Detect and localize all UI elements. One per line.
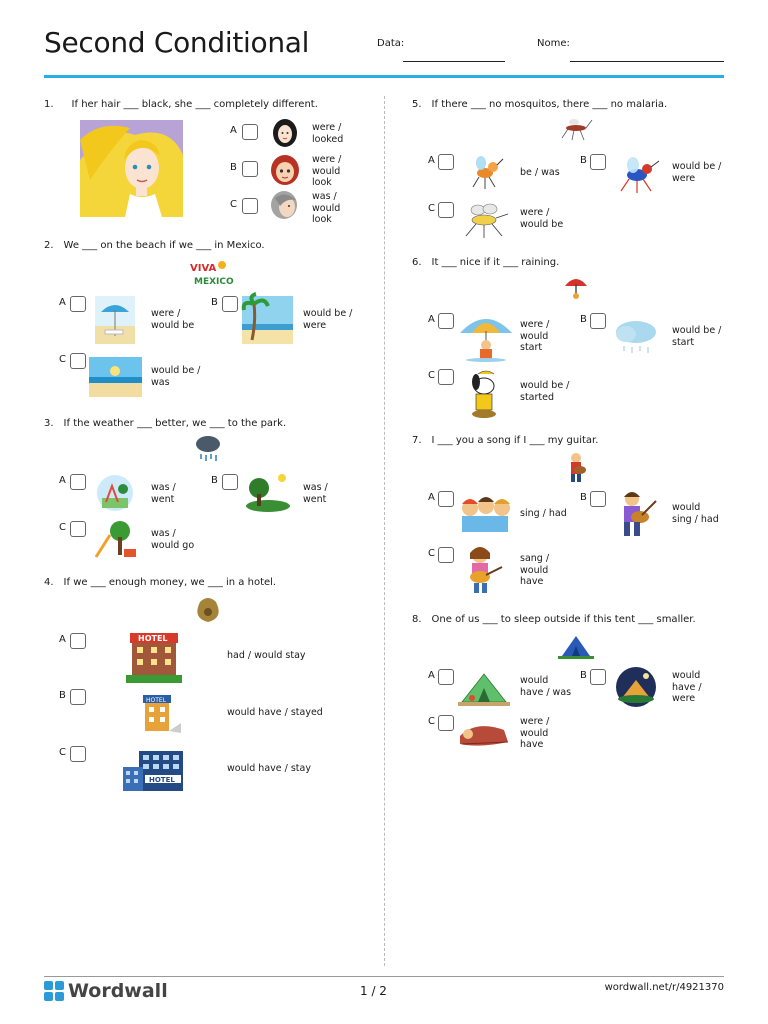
svg-text:HOTEL: HOTEL — [138, 634, 168, 643]
option-letter: C — [428, 370, 435, 381]
option-answer-2a: were / would be — [151, 308, 195, 331]
option-answer-2b: would be / were — [303, 308, 353, 331]
beach-umbrella-image — [95, 296, 135, 344]
slide-park-icon — [92, 519, 140, 561]
option-checkbox-7a[interactable] — [438, 491, 454, 507]
question-number: 4. — [44, 577, 54, 588]
question-4 — [44, 577, 276, 588]
option-answer-8c: were / would have — [520, 716, 550, 750]
question-number: 1. — [44, 99, 54, 110]
park-tree-icon — [244, 472, 292, 514]
sunset-beach-image — [89, 357, 142, 397]
option-checkbox-6b[interactable] — [590, 313, 606, 329]
dark-hair-girl-icon — [272, 118, 298, 148]
wordwall-logo-icon — [44, 981, 64, 1001]
option-answer-2c: would be / was — [151, 365, 201, 388]
small-hotel-icon — [135, 693, 181, 735]
option-checkbox-3c[interactable] — [70, 521, 86, 537]
option-checkbox-7b[interactable] — [590, 491, 606, 507]
mosquito-icon — [558, 114, 594, 142]
blue-tent-icon — [558, 630, 594, 660]
date-label: Data: — [377, 38, 405, 49]
svg-text:MEXICO: MEXICO — [194, 277, 234, 287]
option-letter: C — [428, 548, 435, 559]
option-checkbox-1c[interactable] — [242, 198, 258, 214]
question-text: I ___ you a song if I ___ my guitar. — [431, 435, 599, 446]
boy-guitar-icon — [612, 489, 660, 541]
option-checkbox-6a[interactable] — [438, 313, 454, 329]
night-camp-icon — [614, 666, 658, 708]
sketch-mosquito-icon — [458, 200, 510, 238]
question-5 — [412, 99, 667, 110]
svg-text:HOTEL: HOTEL — [149, 776, 175, 784]
question-6 — [412, 257, 559, 268]
option-answer-4a: had / would stay — [227, 650, 306, 661]
option-checkbox-2b[interactable] — [222, 296, 238, 312]
option-letter: C — [428, 716, 435, 727]
option-answer-4b: would have / stayed — [227, 707, 323, 718]
option-letter: B — [59, 690, 66, 701]
blue-hotel-icon — [123, 749, 185, 793]
option-letter: A — [428, 670, 435, 681]
question-text: If the weather ___ better, we ___ to the park. — [63, 418, 287, 429]
option-letter: C — [428, 203, 435, 214]
option-checkbox-1a[interactable] — [242, 124, 258, 140]
question-3 — [44, 418, 286, 429]
question-text: We ___ on the beach if we ___ in Mexico. — [63, 240, 265, 251]
playground-icon — [96, 474, 134, 512]
option-checkbox-5c[interactable] — [438, 202, 454, 218]
option-answer-7c: sang / would have — [520, 553, 550, 587]
option-answer-6c: would be / started — [520, 380, 570, 403]
page-number: 1 / 2 — [360, 984, 387, 998]
hotel-building-icon — [126, 631, 182, 683]
green-tent-icon — [458, 668, 510, 708]
source-url[interactable]: wordwall.net/r/4921370 — [604, 982, 724, 993]
option-letter: A — [230, 125, 237, 136]
option-letter: A — [59, 475, 66, 486]
header-rule — [44, 75, 724, 78]
guitarist-icon — [560, 450, 594, 482]
option-answer-4c: would have / stay — [227, 763, 311, 774]
option-letter: C — [59, 354, 66, 365]
option-answer-1b: were / would look — [312, 154, 342, 188]
option-answer-5a: be / was — [520, 167, 560, 178]
option-answer-1c: was / would look — [312, 191, 341, 225]
option-checkbox-4a[interactable] — [70, 633, 86, 649]
option-checkbox-3a[interactable] — [70, 474, 86, 490]
option-answer-3a: was / went — [151, 482, 176, 505]
option-letter: C — [59, 522, 66, 533]
name-label: Nome: — [537, 38, 570, 49]
option-letter: A — [428, 155, 435, 166]
snoopy-umbrella-icon — [458, 368, 510, 420]
option-letter: B — [211, 475, 218, 486]
footer-rule — [44, 976, 724, 977]
option-answer-3c: was / would go — [151, 528, 195, 551]
question-text: If her hair ___ black, she ___ completely different. — [71, 99, 318, 110]
option-answer-3b: was / went — [303, 482, 328, 505]
money-bag-icon — [190, 594, 226, 624]
option-checkbox-4b[interactable] — [70, 689, 86, 705]
option-answer-7a: sing / had — [520, 508, 567, 519]
option-checkbox-8c[interactable] — [438, 715, 454, 731]
date-field-line[interactable] — [403, 61, 505, 62]
sleeping-bag-icon — [456, 716, 512, 750]
option-answer-6b: would be / start — [672, 325, 722, 348]
question-text: If there ___ no mosquitos, there ___ no malaria. — [431, 99, 668, 110]
option-checkbox-5b[interactable] — [590, 154, 606, 170]
column-divider — [384, 96, 385, 966]
question-1 — [44, 99, 318, 110]
question-number: 3. — [44, 418, 54, 429]
question-text: It ___ nice if it ___ raining. — [431, 257, 560, 268]
svg-text:HOTEL: HOTEL — [146, 697, 167, 704]
question-8 — [412, 614, 696, 625]
question-number: 2. — [44, 240, 54, 251]
option-checkbox-5a[interactable] — [438, 154, 454, 170]
option-letter: B — [230, 162, 237, 173]
rain-cloud-icon — [194, 434, 222, 464]
cartoon-mosquito-icon — [465, 153, 503, 191]
question-number: 6. — [412, 257, 422, 268]
page-title: Second Conditional — [44, 26, 310, 59]
option-checkbox-7c[interactable] — [438, 547, 454, 563]
option-checkbox-2c[interactable] — [70, 353, 86, 369]
option-checkbox-1b[interactable] — [242, 161, 258, 177]
question-number: 7. — [412, 435, 422, 446]
question-2 — [44, 240, 265, 251]
option-letter: C — [230, 199, 237, 210]
singing-kids-icon — [458, 490, 512, 534]
svg-text:VIVA: VIVA — [190, 263, 217, 274]
option-answer-1a: were / looked — [312, 122, 344, 145]
option-letter: B — [211, 297, 218, 308]
option-letter: A — [428, 492, 435, 503]
option-letter: B — [580, 492, 587, 503]
option-checkbox-8a[interactable] — [438, 669, 454, 685]
option-answer-6a: were / would start — [520, 319, 550, 353]
girl-guitar-icon — [460, 545, 504, 595]
question-text: If we ___ enough money, we ___ in a hotel. — [63, 577, 277, 588]
option-letter: B — [580, 155, 587, 166]
red-umbrella-icon — [563, 274, 589, 302]
option-checkbox-2a[interactable] — [70, 296, 86, 312]
option-letter: A — [59, 297, 66, 308]
option-checkbox-6c[interactable] — [438, 369, 454, 385]
cloud-rain-icon — [612, 318, 660, 360]
wordwall-logo[interactable] — [44, 980, 168, 1002]
option-letter: A — [428, 314, 435, 325]
option-letter: C — [59, 747, 66, 758]
option-answer-7b: would sing / had — [672, 502, 719, 525]
child-umbrella-rain-icon — [458, 311, 514, 363]
option-letter: A — [59, 634, 66, 645]
name-field-line[interactable] — [570, 61, 724, 62]
option-letter: B — [580, 314, 587, 325]
red-hair-girl-icon — [270, 155, 300, 187]
option-answer-5c: were / would be — [520, 207, 564, 230]
question-7 — [412, 435, 598, 446]
palm-beach-image — [242, 296, 293, 344]
option-checkbox-4c[interactable] — [70, 746, 86, 762]
option-answer-8a: would have / was — [520, 675, 572, 698]
question-text: One of us ___ to sleep outside if this tent ___ smaller. — [431, 614, 696, 625]
option-answer-8b: would have / were — [672, 670, 702, 704]
option-checkbox-8b[interactable] — [590, 669, 606, 685]
grey-hair-woman-icon — [270, 190, 300, 222]
option-checkbox-3b[interactable] — [222, 474, 238, 490]
brand-name: Wordwall — [68, 980, 168, 1002]
blue-mosquito-icon — [615, 153, 659, 195]
viva-mexico-logo-icon — [188, 257, 234, 289]
option-letter: B — [580, 670, 587, 681]
option-answer-5b: would be / were — [672, 161, 722, 184]
question-number: 5. — [412, 99, 422, 110]
question-number: 8. — [412, 614, 422, 625]
blonde-woman-image — [80, 120, 183, 217]
